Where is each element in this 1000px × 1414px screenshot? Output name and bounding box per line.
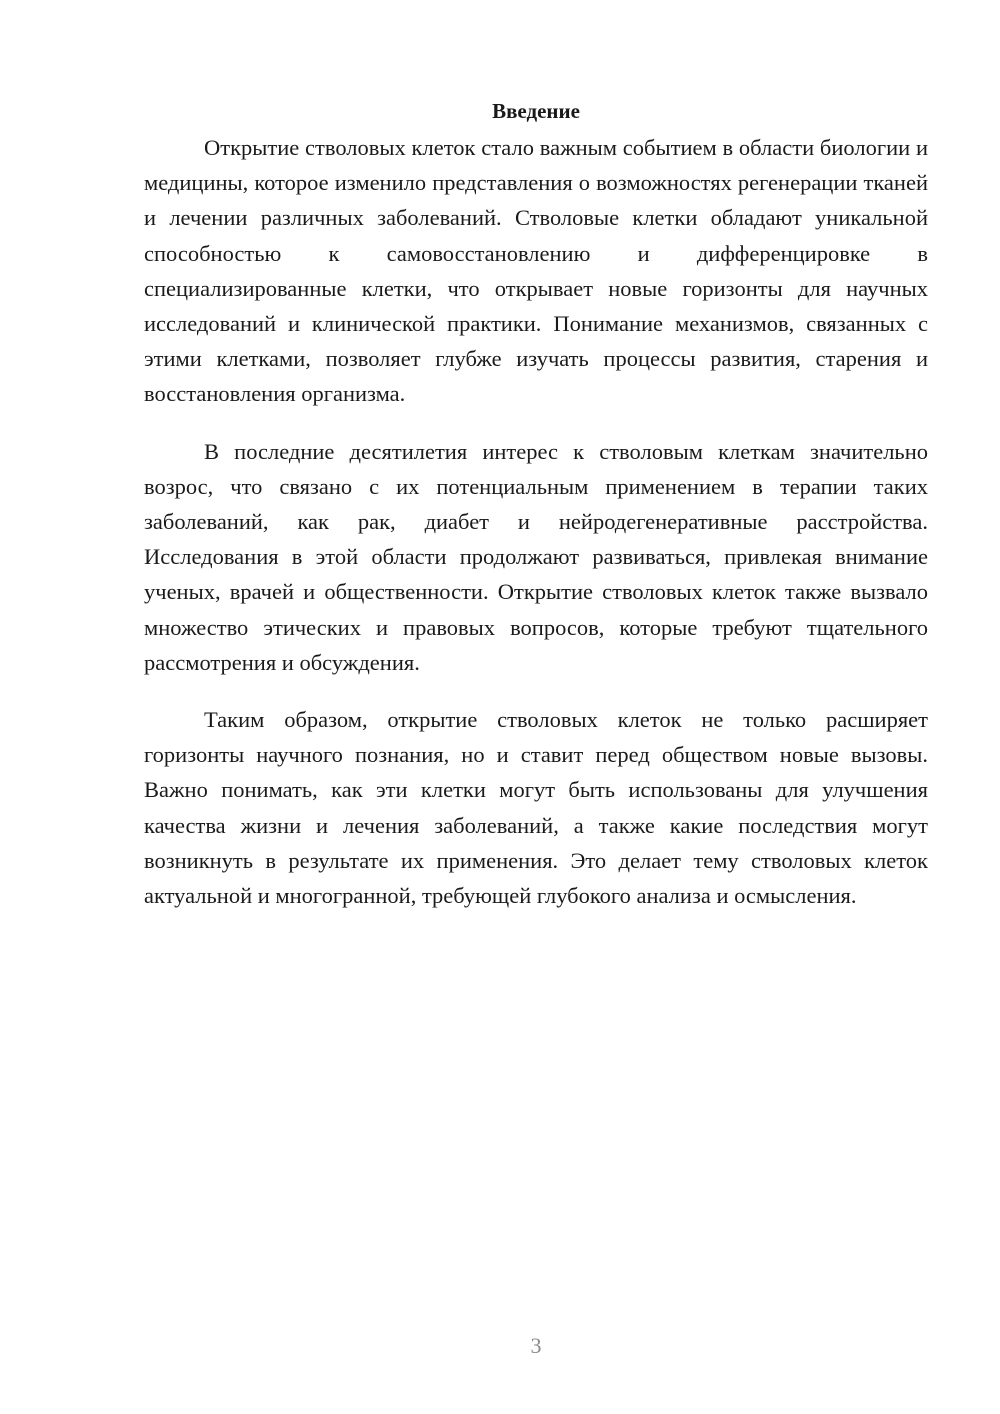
section-title: Введение (492, 99, 580, 123)
paragraph-2: В последние десятилетия интерес к стволовым клеткам значительно возрос, что связано с их потенциальным применением в терапии таких заболеваний, как рак, диабет и нейродегенеративные расстройства. Исследования в этой области продолжают развиваться, привлекая внимание ученых, врачей и общественности. Открытие стволовых клеток также вызвало множество этических и правовых вопросов, которые требуют тщательного рассмотрения и обсуждения. (144, 438, 928, 675)
paragraph-1: Открытие стволовых клеток стало важным событием в области биологии и медицины, которое изменило представления о возможностях регенерации тканей и лечении различных заболеваний. Стволовые клетки обладают уникальной способностью к самовосстановлению и дифференцировке в специализированные клетки, что открывает новые горизонты для научных исследований и клинической практики. Понимание механизмов, связанных с этими клетками, позволяет глубже изучать процессы развития, старения и восстановления организма. (144, 135, 928, 407)
paragraph-3: Таким образом, открытие стволовых клеток не только расширяет горизонты научного познания, но и ставит перед обществом новые вызовы. Важно понимать, как эти клетки могут быть использованы для улучшения качества жизни и лечения заболеваний, а также какие последствия могут возникнуть в результате их применения. Это делает тему стволовых клеток актуальной и многогранной, требующей глубокого анализа и осмысления. (144, 707, 928, 909)
page-number: 3 (530, 1333, 542, 1358)
page-content (144, 96, 928, 935)
